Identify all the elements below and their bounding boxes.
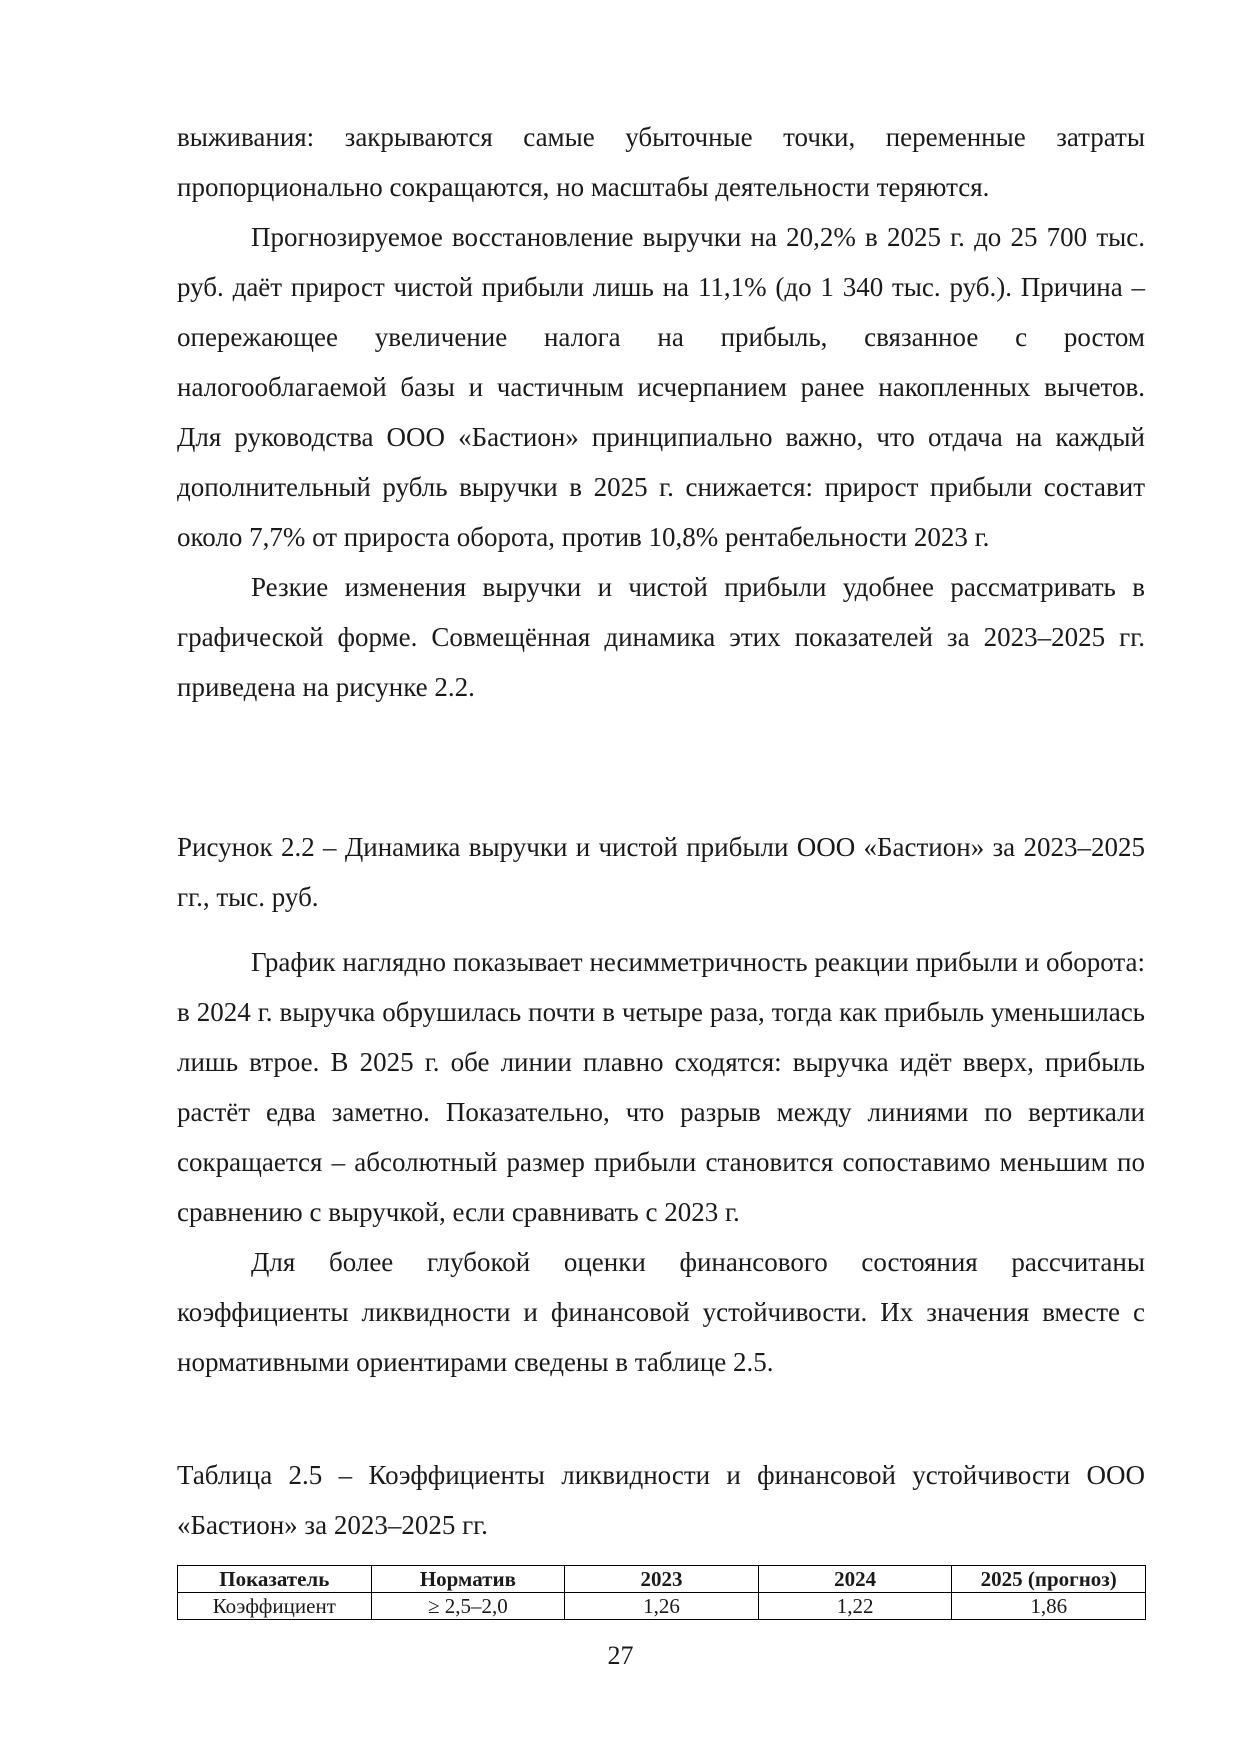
page-number: 27: [607, 1641, 634, 1670]
ratios-table: [177, 1565, 1146, 1620]
header-2024: 2024: [758, 1566, 952, 1593]
figure-caption-block: [177, 822, 1145, 922]
figure-caption: Рисунок 2.2 – Динамика выручки и чистой прибыли ООО «Бастион» за 2023–2025 гг., тыс. руб.: [177, 832, 1145, 912]
table-header-row: [178, 1566, 1146, 1593]
header-indicator: Показатель: [178, 1566, 372, 1593]
cell-2023: 1,26: [565, 1593, 759, 1620]
paragraph-chart-analysis: График наглядно показывает несимметричность реакции прибыли и оборота: в 2024 г. выручка обрушилась почти в четыре раза, тогда как прибыль уменьшилась лишь втрое. В 2025 г. обе линии плавно сходятся: выручка идёт вверх, прибыль растёт едва заметно. Показательно, что разрыв между линиями по вертикали сокращается – абсолютный размер прибыли становится сопоставимо меньшим по сравнению с выручкой, если сравнивать с 2023 г.: [177, 947, 1145, 1227]
table-row: [178, 1593, 1146, 1620]
body-text-bottom: [177, 937, 1145, 1387]
body-text-top: [177, 112, 1145, 712]
paragraph-figure-intro: Резкие изменения выручки и чистой прибыли удобнее рассматривать в графической форме. Совмещённая динамика этих показателей за 2023–2025 гг. приведена на рисунке 2.2.: [177, 572, 1145, 702]
header-2025-forecast: 2025 (прогноз): [952, 1566, 1146, 1593]
cell-2024: 1,22: [758, 1593, 952, 1620]
header-norm: Норматив: [371, 1566, 565, 1593]
table-caption-block: [177, 1450, 1145, 1550]
header-2023: 2023: [565, 1566, 759, 1593]
cell-norm: ≥ 2,5–2,0: [371, 1593, 565, 1620]
table-caption: Таблица 2.5 – Коэффициенты ликвидности и финансовой устойчивости ООО «Бастион» за 2023–2025 гг.: [177, 1460, 1145, 1540]
cell-indicator: Коэффициент: [178, 1593, 372, 1620]
paragraph-revenue-forecast: Прогнозируемое восстановление выручки на 20,2% в 2025 г. до 25 700 тыс. руб. даёт прирост чистой прибыли лишь на 11,1% (до 1 340 тыс. руб.). Причина – опережающее увеличение налога на прибыль, связанное с ростом налогооблагаемой базы и частичным исчерпанием ранее накопленных вычетов. Для руководства ООО «Бастион» принципиально важно, что отдача на каждый дополнительный рубль выручки в 2025 г. снижается: прирост прибыли составит около 7,7% от прироста оборота, против 10,8% рентабельности 2023 г.: [177, 222, 1145, 552]
cell-2025: 1,86: [952, 1593, 1146, 1620]
paragraph-table-intro: Для более глубокой оценки финансового состояния рассчитаны коэффициенты ликвидности и финансовой устойчивости. Их значения вместе с нормативными ориентирами сведены в таблице 2.5.: [177, 1247, 1145, 1377]
paragraph-continuation: выживания: закрываются самые убыточные точки, переменные затраты пропорционально сокращаются, но масштабы деятельности теряются.: [177, 122, 1145, 202]
